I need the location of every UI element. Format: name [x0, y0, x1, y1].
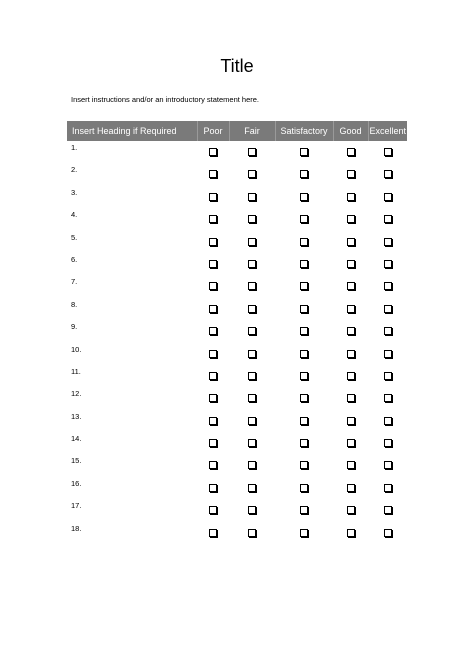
- checkbox-icon[interactable]: [384, 506, 392, 514]
- checkbox-icon[interactable]: [209, 394, 217, 402]
- table-row: [67, 231, 407, 253]
- table-row: [67, 163, 407, 185]
- checkbox-icon[interactable]: [209, 372, 217, 380]
- row-number: 4.: [71, 210, 78, 220]
- cell-poor: [197, 387, 229, 409]
- cell-good: [333, 365, 368, 387]
- cell-excellent: [368, 477, 407, 499]
- table-row: [67, 477, 407, 499]
- cell-excellent: [368, 141, 407, 163]
- checkbox-icon[interactable]: [248, 394, 256, 402]
- cell-fair: [229, 231, 275, 253]
- checkbox-icon[interactable]: [347, 484, 355, 492]
- cell-satisfactory: [275, 499, 333, 521]
- cell-fair: [229, 320, 275, 342]
- cell-satisfactory: [275, 522, 333, 544]
- cell-good: [333, 410, 368, 432]
- cell-satisfactory: [275, 387, 333, 409]
- checkbox-icon[interactable]: [384, 170, 392, 178]
- checkbox-icon[interactable]: [209, 260, 217, 268]
- checkbox-icon[interactable]: [384, 484, 392, 492]
- checkbox-icon[interactable]: [384, 260, 392, 268]
- checkbox-icon[interactable]: [347, 238, 355, 246]
- checkbox-icon[interactable]: [300, 238, 308, 246]
- cell-good: [333, 186, 368, 208]
- checkbox-icon[interactable]: [209, 148, 217, 156]
- cell-satisfactory: [275, 208, 333, 230]
- cell-good: [333, 298, 368, 320]
- cell-fair: [229, 432, 275, 454]
- cell-fair: [229, 298, 275, 320]
- rating-table: [67, 121, 407, 544]
- checkbox-icon[interactable]: [300, 282, 308, 290]
- cell-fair: [229, 387, 275, 409]
- cell-fair: [229, 141, 275, 163]
- checkbox-icon[interactable]: [248, 372, 256, 380]
- cell-excellent: [368, 432, 407, 454]
- checkbox-icon[interactable]: [300, 461, 308, 469]
- cell-excellent: [368, 275, 407, 297]
- cell-poor: [197, 522, 229, 544]
- cell-fair: [229, 477, 275, 499]
- checkbox-icon[interactable]: [347, 506, 355, 514]
- cell-poor: [197, 141, 229, 163]
- checkbox-icon[interactable]: [347, 350, 355, 358]
- checkbox-icon[interactable]: [347, 170, 355, 178]
- row-number: 7.: [71, 277, 78, 287]
- cell-excellent: [368, 365, 407, 387]
- checkbox-icon[interactable]: [384, 417, 392, 425]
- cell-fair: [229, 186, 275, 208]
- checkbox-icon[interactable]: [347, 215, 355, 223]
- checkbox-icon[interactable]: [248, 193, 256, 201]
- row-number: 16.: [71, 478, 82, 488]
- cell-fair: [229, 163, 275, 185]
- cell-poor: [197, 343, 229, 365]
- cell-excellent: [368, 163, 407, 185]
- checkbox-icon[interactable]: [347, 529, 355, 537]
- checkbox-icon[interactable]: [209, 282, 217, 290]
- checkbox-icon[interactable]: [384, 529, 392, 537]
- cell-poor: [197, 208, 229, 230]
- cell-satisfactory: [275, 298, 333, 320]
- cell-good: [333, 454, 368, 476]
- row-number: 15.: [71, 456, 82, 466]
- table-row: [67, 141, 407, 163]
- cell-excellent: [368, 387, 407, 409]
- checkbox-icon[interactable]: [300, 193, 308, 201]
- checkbox-icon[interactable]: [347, 148, 355, 156]
- row-number: 18.: [71, 523, 82, 533]
- cell-satisfactory: [275, 365, 333, 387]
- cell-good: [333, 320, 368, 342]
- checkbox-icon[interactable]: [384, 394, 392, 402]
- checkbox-icon[interactable]: [300, 394, 308, 402]
- table-row: [67, 186, 407, 208]
- checkbox-icon[interactable]: [384, 282, 392, 290]
- checkbox-icon[interactable]: [300, 327, 308, 335]
- checkbox-icon[interactable]: [209, 350, 217, 358]
- checkbox-icon[interactable]: [384, 327, 392, 335]
- cell-satisfactory: [275, 432, 333, 454]
- cell-good: [333, 343, 368, 365]
- checkbox-icon[interactable]: [248, 417, 256, 425]
- column-header-satisfactory: Satisfactory: [275, 121, 333, 141]
- checkbox-icon[interactable]: [248, 238, 256, 246]
- cell-satisfactory: [275, 343, 333, 365]
- table-row: [67, 365, 407, 387]
- checkbox-icon[interactable]: [248, 461, 256, 469]
- cell-good: [333, 432, 368, 454]
- checkbox-icon[interactable]: [384, 215, 392, 223]
- cell-poor: [197, 320, 229, 342]
- row-number: 11.: [71, 366, 81, 376]
- cell-satisfactory: [275, 410, 333, 432]
- cell-poor: [197, 275, 229, 297]
- checkbox-icon[interactable]: [300, 484, 308, 492]
- cell-satisfactory: [275, 186, 333, 208]
- cell-good: [333, 253, 368, 275]
- checkbox-icon[interactable]: [300, 148, 308, 156]
- instructions-text: Insert instructions and/or an introductory statement here.: [71, 95, 260, 104]
- checkbox-icon[interactable]: [248, 148, 256, 156]
- checkbox-icon[interactable]: [384, 350, 392, 358]
- checkbox-icon[interactable]: [347, 372, 355, 380]
- cell-satisfactory: [275, 231, 333, 253]
- checkbox-icon[interactable]: [347, 282, 355, 290]
- checkbox-icon[interactable]: [384, 305, 392, 313]
- cell-fair: [229, 522, 275, 544]
- row-number: 1.: [71, 143, 78, 152]
- row-number: 3.: [71, 187, 78, 197]
- checkbox-icon[interactable]: [209, 327, 217, 335]
- row-number: 13.: [71, 411, 82, 421]
- checkbox-icon[interactable]: [209, 305, 217, 313]
- cell-excellent: [368, 208, 407, 230]
- checkbox-icon[interactable]: [300, 305, 308, 313]
- checkbox-icon[interactable]: [248, 282, 256, 290]
- cell-poor: [197, 432, 229, 454]
- checkbox-icon[interactable]: [209, 215, 217, 223]
- cell-fair: [229, 275, 275, 297]
- row-number: 6.: [71, 254, 78, 264]
- cell-excellent: [368, 454, 407, 476]
- cell-satisfactory: [275, 163, 333, 185]
- checkbox-icon[interactable]: [209, 238, 217, 246]
- row-number: 5.: [71, 232, 78, 242]
- cell-poor: [197, 454, 229, 476]
- table-row: [67, 499, 407, 521]
- checkbox-icon[interactable]: [384, 148, 392, 156]
- table-row: [67, 522, 407, 544]
- table-header-row: [67, 121, 407, 141]
- checkbox-icon[interactable]: [248, 506, 256, 514]
- checkbox-icon[interactable]: [248, 260, 256, 268]
- checkbox-icon[interactable]: [347, 439, 355, 447]
- table-row: [67, 253, 407, 275]
- cell-excellent: [368, 231, 407, 253]
- cell-satisfactory: [275, 477, 333, 499]
- checkbox-icon[interactable]: [384, 193, 392, 201]
- checkbox-icon[interactable]: [347, 417, 355, 425]
- table-row: [67, 410, 407, 432]
- cell-satisfactory: [275, 320, 333, 342]
- checkbox-icon[interactable]: [300, 417, 308, 425]
- row-number: 12.: [71, 389, 82, 399]
- checkbox-icon[interactable]: [248, 350, 256, 358]
- checkbox-icon[interactable]: [300, 215, 308, 223]
- cell-poor: [197, 499, 229, 521]
- checkbox-icon[interactable]: [384, 461, 392, 469]
- column-header-good: Good: [333, 121, 368, 141]
- checkbox-icon[interactable]: [248, 439, 256, 447]
- checkbox-icon[interactable]: [209, 439, 217, 447]
- cell-fair: [229, 208, 275, 230]
- checkbox-icon[interactable]: [347, 461, 355, 469]
- row-number: 2.: [71, 165, 78, 175]
- table-row: [67, 320, 407, 342]
- cell-good: [333, 141, 368, 163]
- checkbox-icon[interactable]: [248, 484, 256, 492]
- cell-satisfactory: [275, 275, 333, 297]
- cell-poor: [197, 253, 229, 275]
- table-row: [67, 432, 407, 454]
- cell-poor: [197, 298, 229, 320]
- column-header-question: Insert Heading if Required: [67, 121, 197, 141]
- column-header-excellent: Excellent: [368, 121, 407, 141]
- checkbox-icon[interactable]: [248, 215, 256, 223]
- checkbox-icon[interactable]: [300, 439, 308, 447]
- row-number: 9.: [71, 322, 78, 332]
- checkbox-icon[interactable]: [347, 394, 355, 402]
- checkbox-icon[interactable]: [384, 439, 392, 447]
- checkbox-icon[interactable]: [300, 170, 308, 178]
- row-number: 14.: [71, 434, 82, 444]
- table-row: [67, 387, 407, 409]
- cell-good: [333, 275, 368, 297]
- cell-good: [333, 163, 368, 185]
- cell-good: [333, 231, 368, 253]
- cell-excellent: [368, 186, 407, 208]
- checkbox-icon[interactable]: [248, 327, 256, 335]
- column-header-poor: Poor: [197, 121, 229, 141]
- cell-excellent: [368, 522, 407, 544]
- checkbox-icon[interactable]: [209, 417, 217, 425]
- table-row: [67, 298, 407, 320]
- cell-fair: [229, 343, 275, 365]
- checkbox-icon[interactable]: [300, 506, 308, 514]
- table-row: [67, 454, 407, 476]
- checkbox-icon[interactable]: [300, 372, 308, 380]
- page-title: Title: [220, 56, 254, 76]
- checkbox-icon[interactable]: [209, 506, 217, 514]
- cell-good: [333, 208, 368, 230]
- cell-excellent: [368, 410, 407, 432]
- cell-excellent: [368, 343, 407, 365]
- checkbox-icon[interactable]: [300, 350, 308, 358]
- cell-poor: [197, 231, 229, 253]
- cell-poor: [197, 163, 229, 185]
- cell-excellent: [368, 253, 407, 275]
- checkbox-icon[interactable]: [248, 529, 256, 537]
- column-header-fair: Fair: [229, 121, 275, 141]
- checkbox-icon[interactable]: [209, 170, 217, 178]
- cell-good: [333, 499, 368, 521]
- table-row: [67, 343, 407, 365]
- checkbox-icon[interactable]: [347, 327, 355, 335]
- cell-fair: [229, 410, 275, 432]
- table-row: [67, 275, 407, 297]
- cell-poor: [197, 365, 229, 387]
- checkbox-icon[interactable]: [347, 260, 355, 268]
- cell-fair: [229, 454, 275, 476]
- cell-excellent: [368, 499, 407, 521]
- row-number: 8.: [71, 299, 78, 309]
- cell-excellent: [368, 320, 407, 342]
- cell-poor: [197, 186, 229, 208]
- cell-satisfactory: [275, 141, 333, 163]
- cell-good: [333, 522, 368, 544]
- cell-good: [333, 477, 368, 499]
- cell-satisfactory: [275, 253, 333, 275]
- cell-fair: [229, 365, 275, 387]
- checkbox-icon[interactable]: [384, 372, 392, 380]
- table-row: [67, 208, 407, 230]
- cell-poor: [197, 410, 229, 432]
- checkbox-icon[interactable]: [347, 193, 355, 201]
- checkbox-icon[interactable]: [209, 484, 217, 492]
- cell-excellent: [368, 298, 407, 320]
- checkbox-icon[interactable]: [248, 305, 256, 313]
- row-number: 17.: [71, 501, 82, 511]
- checkbox-icon[interactable]: [248, 170, 256, 178]
- row-number: 10.: [71, 344, 82, 354]
- checkbox-icon[interactable]: [300, 260, 308, 268]
- cell-poor: [197, 477, 229, 499]
- checkbox-icon[interactable]: [209, 461, 217, 469]
- checkbox-icon[interactable]: [209, 529, 217, 537]
- cell-satisfactory: [275, 454, 333, 476]
- cell-fair: [229, 499, 275, 521]
- checkbox-icon[interactable]: [300, 529, 308, 537]
- checkbox-icon[interactable]: [384, 238, 392, 246]
- cell-fair: [229, 253, 275, 275]
- checkbox-icon[interactable]: [347, 305, 355, 313]
- checkbox-icon[interactable]: [209, 193, 217, 201]
- cell-good: [333, 387, 368, 409]
